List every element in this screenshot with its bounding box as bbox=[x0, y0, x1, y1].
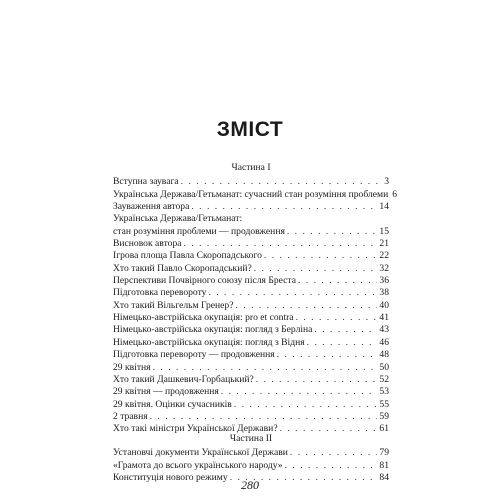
toc-entry-page: 61 bbox=[379, 423, 389, 435]
leader-dots bbox=[287, 226, 378, 238]
page-number: 280 bbox=[241, 478, 259, 492]
leader-dots bbox=[153, 362, 378, 374]
page-title: ЗМІСТ bbox=[216, 118, 284, 141]
leader-dots bbox=[264, 250, 377, 262]
toc-entry bbox=[113, 201, 389, 213]
toc-entry bbox=[113, 300, 389, 312]
toc-entry-page: 52 bbox=[379, 373, 389, 385]
toc-entry-label: Українська Держава/Гетьманат: сучасний стан розуміння проблеми bbox=[113, 188, 389, 200]
toc-entry-label: стан розуміння проблеми — продовження bbox=[113, 225, 285, 237]
toc-entry-page: 15 bbox=[379, 225, 389, 237]
leader-dots bbox=[191, 201, 377, 213]
toc-entry-label: 2 травня bbox=[113, 410, 148, 422]
toc-entry bbox=[113, 349, 389, 361]
toc-entry bbox=[113, 411, 389, 423]
leader-dots bbox=[307, 337, 378, 349]
toc-entry-page: 50 bbox=[379, 361, 389, 373]
toc-entry-page: 84 bbox=[379, 472, 389, 484]
leader-dots bbox=[296, 312, 378, 324]
toc-entry-label: Підготовка перевороту — продовження bbox=[113, 349, 275, 361]
leader-dots bbox=[184, 238, 378, 250]
toc-entry-label: «Грамота до всього українського народу» bbox=[113, 459, 283, 471]
leader-dots bbox=[235, 300, 377, 312]
toc-entry bbox=[113, 374, 389, 386]
leader-dots bbox=[254, 263, 378, 275]
leader-dots bbox=[314, 324, 377, 336]
toc-entry bbox=[113, 176, 389, 188]
toc-entry-label: Німецько-австрійська окупація: погляд з Відня bbox=[113, 336, 305, 348]
toc-entry-page: 3 bbox=[384, 176, 389, 188]
toc-entry-label: Хто такі міністри Української Держави? bbox=[113, 423, 278, 435]
toc-entry-page: 41 bbox=[379, 312, 389, 324]
toc-entry-label: 29 квітня — продовження bbox=[113, 386, 219, 398]
toc-entry bbox=[113, 275, 389, 287]
toc-entry-label: Хто такий Дашкевич-Горбацький? bbox=[113, 373, 254, 385]
leader-dots bbox=[298, 275, 377, 287]
part-heading: Частина ІІ bbox=[229, 433, 273, 444]
toc-entry-label: Німецько-австрійська окупація: pro et contra bbox=[113, 312, 294, 324]
toc-entry-page: 40 bbox=[379, 299, 389, 311]
leader-dots bbox=[234, 399, 378, 411]
toc-entry bbox=[113, 226, 389, 238]
toc-entry-label: Підготовка перевороту bbox=[113, 287, 207, 299]
toc-entries bbox=[113, 176, 398, 435]
toc-entry-label: Ігрова площа Павла Скоропадського bbox=[113, 250, 262, 262]
toc-entry-label: Українська Держава/Гетьманат: bbox=[113, 213, 243, 225]
toc-entry-label: 29 квітня. Оцінки сучасників bbox=[113, 398, 232, 410]
toc-entry-page: 36 bbox=[379, 275, 389, 287]
toc-entry-page: 38 bbox=[379, 287, 389, 299]
toc-entry bbox=[113, 447, 389, 459]
toc-entry-label: Вступна заувага bbox=[113, 176, 179, 188]
leader-dots bbox=[285, 460, 378, 472]
toc-entry-label: Висновок автора bbox=[113, 238, 182, 250]
leader-dots bbox=[150, 411, 378, 423]
toc-entry bbox=[113, 238, 389, 250]
toc-entry bbox=[113, 250, 389, 262]
toc-entry-label: Перспективи Почвірного союзу після Бреста bbox=[113, 275, 296, 287]
toc-entry-page: 59 bbox=[379, 410, 389, 422]
toc-entry-page: 22 bbox=[379, 250, 389, 262]
toc-part-1 bbox=[113, 162, 398, 436]
toc-entry-page: 6 bbox=[392, 188, 398, 200]
toc-entry-page: 53 bbox=[379, 386, 389, 398]
toc-entry-label: 29 квітня bbox=[113, 361, 151, 373]
leader-dots bbox=[290, 447, 377, 459]
toc-entry-label: Конституція нового режиму bbox=[113, 472, 228, 484]
toc-entry-page: 46 bbox=[379, 336, 389, 348]
toc-entry bbox=[113, 362, 389, 374]
leader-dots bbox=[208, 287, 377, 299]
leader-dots bbox=[221, 386, 378, 398]
toc-entry-page: 55 bbox=[379, 398, 389, 410]
toc-entry-page: 21 bbox=[379, 238, 389, 250]
toc-entry bbox=[113, 460, 389, 472]
leader-dots bbox=[256, 374, 378, 386]
leader-dots bbox=[181, 176, 383, 188]
toc-entry bbox=[113, 386, 389, 398]
toc-entry-label: Зауваження автора bbox=[113, 201, 190, 213]
toc-entry-label: Хто такий Павло Скоропадський? bbox=[113, 262, 252, 274]
toc-entry-label: Установчі документи Української Держави bbox=[113, 447, 288, 459]
toc-entry-page: 81 bbox=[379, 459, 389, 471]
toc-entry bbox=[113, 213, 389, 225]
toc-entry bbox=[113, 188, 398, 201]
toc-part-2 bbox=[113, 433, 389, 484]
toc-entry-page: 48 bbox=[379, 349, 389, 361]
toc-entry bbox=[113, 399, 389, 411]
toc-entry-label: Хто такий Вільгельм Гренер? bbox=[113, 299, 234, 311]
toc-entry-label: Німецько-австрійська окупація: погляд з Берліна bbox=[113, 324, 313, 336]
toc-entry-page: 14 bbox=[379, 201, 389, 213]
part-heading: Частина І bbox=[231, 162, 271, 173]
toc-entry bbox=[113, 312, 389, 324]
toc-entry-page: 32 bbox=[379, 262, 389, 274]
toc-entry-page: 43 bbox=[379, 324, 389, 336]
toc-entry bbox=[113, 263, 389, 275]
toc-entry bbox=[113, 324, 389, 336]
toc-entry bbox=[113, 337, 389, 349]
toc-entry-page: 79 bbox=[379, 447, 389, 459]
leader-dots bbox=[277, 349, 378, 361]
toc-entry bbox=[113, 287, 389, 299]
